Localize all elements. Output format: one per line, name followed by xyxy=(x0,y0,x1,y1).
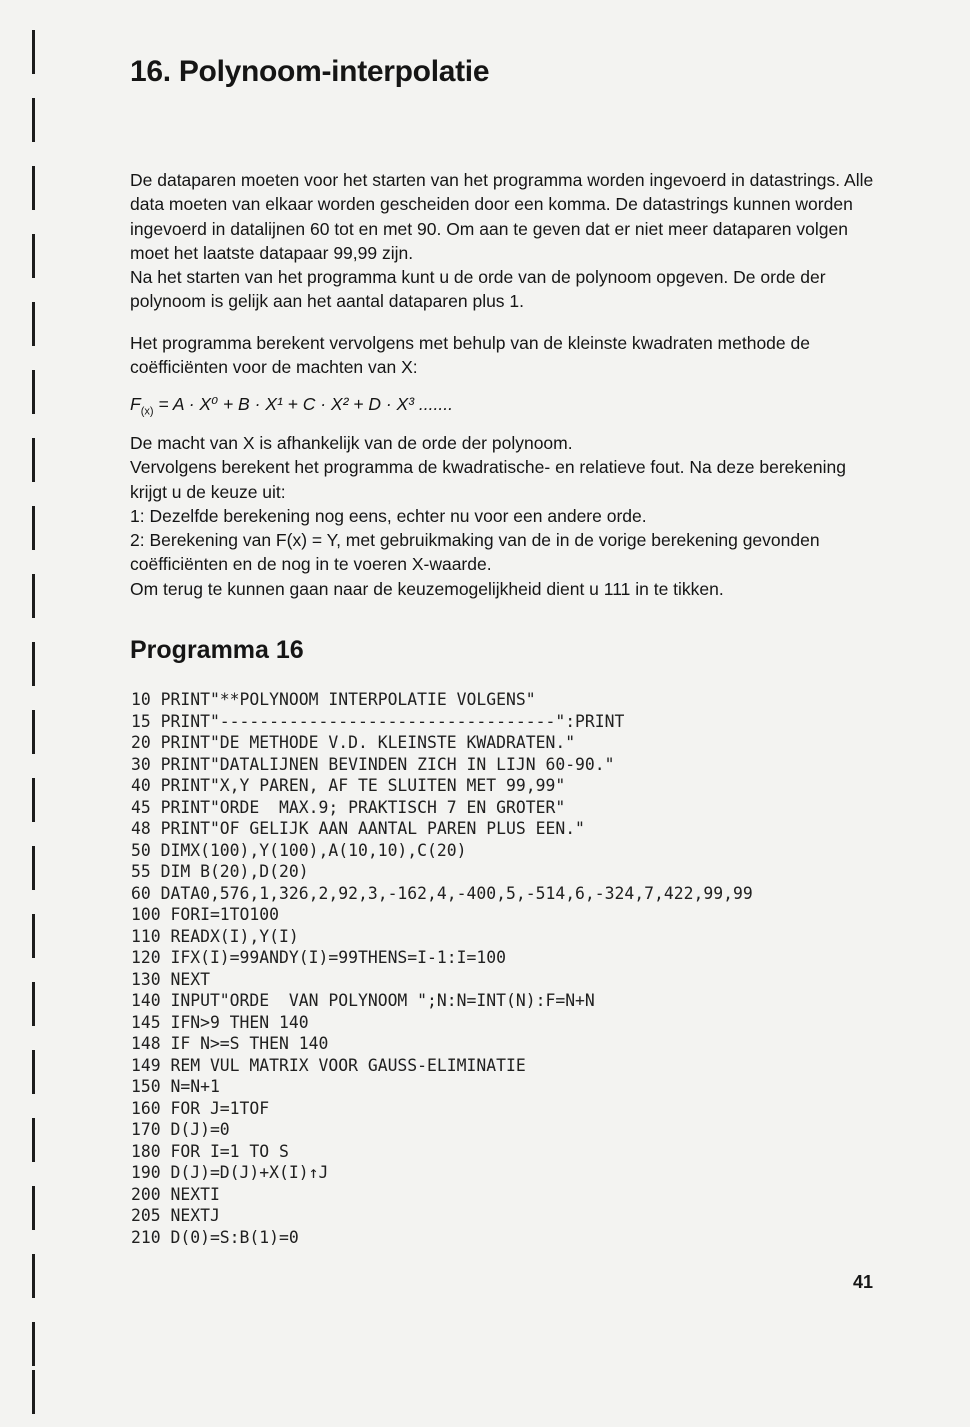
code-line: 130 NEXT xyxy=(131,969,210,989)
code-line: 120 IFX(I)=99ANDY(I)=99THENS=I-1:I=100 xyxy=(131,948,506,967)
code-line: 200 NEXTI xyxy=(131,1184,220,1204)
code-line: 60 DATA0,576,1,326,2,92,3,-162,4,-400,5,-514,6,-324,7,422,99,99 xyxy=(131,883,753,903)
code-line: 205 NEXTJ xyxy=(131,1206,220,1225)
code-line: 170 D(J)=0 xyxy=(131,1120,230,1139)
binding-hole xyxy=(32,1322,35,1366)
polynomial-formula xyxy=(130,394,453,418)
code-line: 20 PRINT"DE METHODE V.D. KLEINSTE KWADRATEN." xyxy=(131,733,576,752)
code-line: 50 DIMX(100),Y(100),A(10,10),C(20) xyxy=(131,840,467,860)
code-line: 55 DIM B(20),D(20) xyxy=(131,862,309,881)
page-title: 16. Polynoom-interpolatie xyxy=(130,55,490,88)
code-line: 10 PRINT"**POLYNOOM INTERPOLATIE VOLGENS" xyxy=(131,690,536,709)
choice-1: 1: Dezelfde berekening nog eens, echter nu voor een andere orde. xyxy=(130,505,647,526)
binding-hole xyxy=(32,166,35,210)
code-line: 140 INPUT"ORDE VAN POLYNOOM ";N:N=INT(N):F=N+N xyxy=(131,991,595,1010)
code-line: 45 PRINT"ORDE MAX.9; PRAKTISCH 7 EN GROTER" xyxy=(131,797,566,817)
binding-hole xyxy=(32,234,35,278)
formula-lhs-subscript: (x) xyxy=(140,405,154,418)
basic-program-listing xyxy=(131,689,753,1248)
method-paragraph xyxy=(130,331,875,380)
code-line: 149 REM VUL MATRIX VOOR GAUSS-ELIMINATIE xyxy=(131,1055,526,1075)
binding-hole xyxy=(32,370,35,414)
choice-2: 2: Berekening van F(x) = Y, met gebruikmaking van de in de vorige berekening gevonden coëfficiënten en de nog in te voeren X-waarde. xyxy=(130,530,820,575)
binding-hole xyxy=(32,30,35,74)
binding-hole xyxy=(32,574,35,618)
binding-hole xyxy=(32,1186,35,1230)
ring-binding-margin xyxy=(24,30,40,1400)
method-text: Het programma berekent vervolgens met behulp van de kleinste kwadraten methode de coëfficiënten voor de machten van X: xyxy=(130,333,810,378)
formula-lhs: F xyxy=(130,394,141,414)
code-line: 110 READX(I),Y(I) xyxy=(131,926,299,946)
code-line: 30 PRINT"DATALIJNEN BEVINDEN ZICH IN LIJN 60-90." xyxy=(131,754,615,774)
intro-block xyxy=(130,168,875,314)
program-heading: Programma 16 xyxy=(130,636,304,664)
binding-hole xyxy=(32,846,35,890)
explanation-line: Vervolgens berekent het programma de kwadratische- en relatieve fout. Na deze berekening krijgt u de keuze uit: xyxy=(130,457,846,502)
code-line: 160 FOR J=1TOF xyxy=(131,1098,270,1118)
explanation-line: De macht van X is afhankelijk van de orde der polynoom. xyxy=(130,433,573,453)
code-line: 15 PRINT"----------------------------------":PRINT xyxy=(131,711,625,731)
formula-rhs: = A · X⁰ + B · X¹ + C · X² + D · X³ ....... xyxy=(158,394,453,414)
code-line: 210 D(0)=S:B(1)=0 xyxy=(131,1227,299,1247)
intro-paragraph-1: De dataparen moeten voor het starten van het programma worden ingevoerd in datastrings. Alle data moeten van elkaar worden gescheiden door een komma. De datastrings kunnen worden ingevoerd in datalijnen 60 tot en met 90. Om aan te geven dat er niet meer dataparen volgen moet het laatste datapaar 99,99 zijn. xyxy=(130,170,874,263)
code-line: 150 N=N+1 xyxy=(131,1077,220,1096)
code-line: 145 IFN>9 THEN 140 xyxy=(131,1012,309,1032)
explanation-line: Om terug te kunnen gaan naar de keuzemogelijkheid dient u 111 in te tikken. xyxy=(130,578,724,599)
code-line: 100 FORI=1TO100 xyxy=(131,905,280,924)
binding-hole xyxy=(32,710,35,754)
binding-hole xyxy=(32,302,35,346)
code-line: 48 PRINT"OF GELIJK AAN AANTAL PAREN PLUS EEN." xyxy=(131,819,585,838)
binding-hole xyxy=(32,438,35,482)
explanation-block xyxy=(130,431,875,601)
binding-hole xyxy=(32,1370,35,1414)
code-line: 40 PRINT"X,Y PAREN, AF TE SLUITEN MET 99,99" xyxy=(131,776,566,795)
binding-hole xyxy=(32,1254,35,1298)
code-line: 148 IF N>=S THEN 140 xyxy=(131,1034,329,1053)
binding-hole xyxy=(32,642,35,686)
code-line: 180 FOR I=1 TO S xyxy=(131,1141,289,1161)
page-number: 41 xyxy=(853,1272,874,1292)
binding-hole xyxy=(32,98,35,142)
binding-hole xyxy=(32,506,35,550)
binding-hole xyxy=(32,778,35,822)
binding-hole xyxy=(32,982,35,1026)
binding-hole xyxy=(32,1118,35,1162)
binding-hole xyxy=(32,1050,35,1094)
binding-hole xyxy=(32,914,35,958)
intro-paragraph-2: Na het starten van het programma kunt u de orde van de polynoom opgeven. De orde der polynoom is gelijk aan het aantal dataparen plus 1. xyxy=(130,267,826,312)
code-line: 190 D(J)=D(J)+X(I)↑J xyxy=(131,1163,329,1182)
